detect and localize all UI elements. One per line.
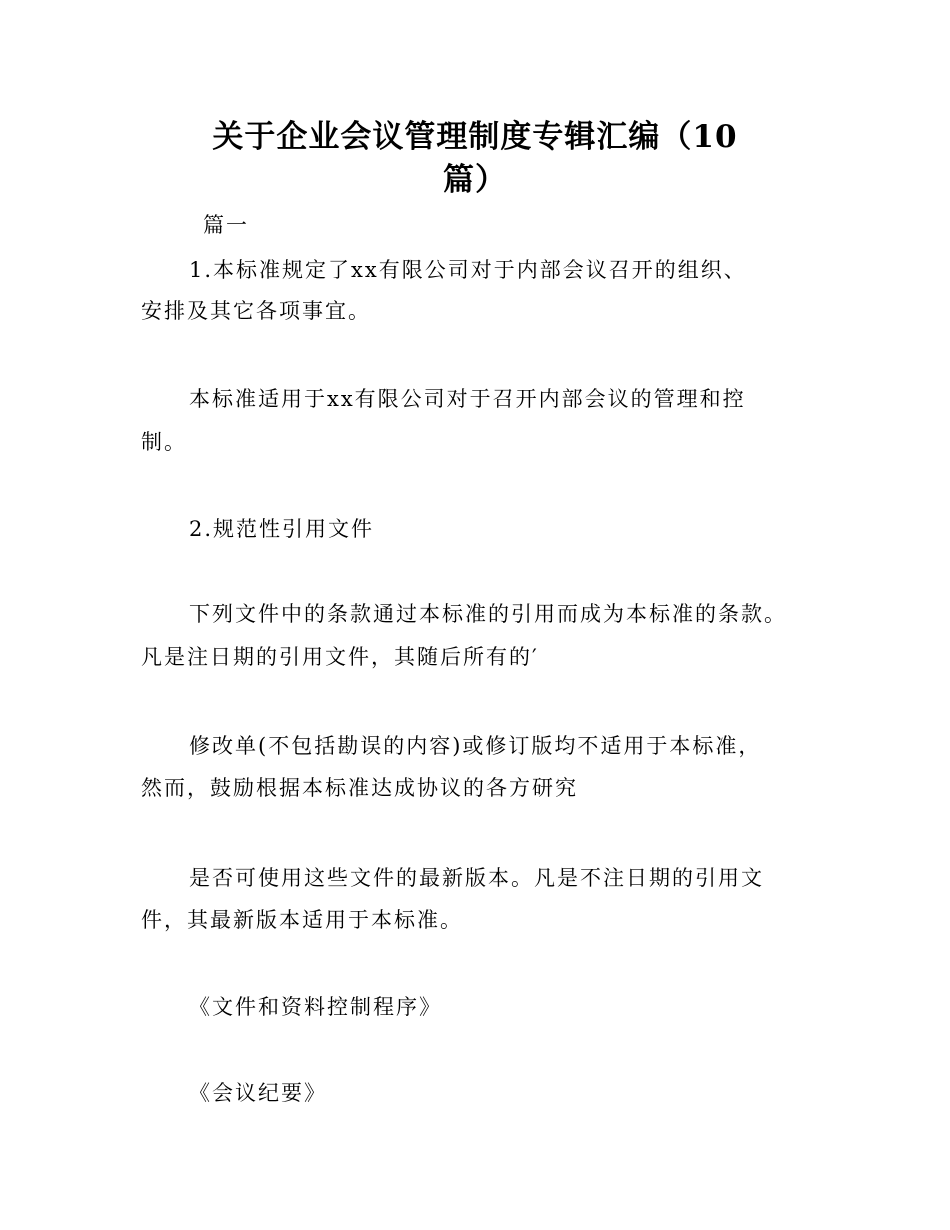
paragraph-line: 《会议纪要》 [189,1081,327,1105]
paragraph-line: 制。 [141,430,187,454]
paragraph-line: 然而，鼓励根据本标准达成协议的各方研究 [141,776,578,800]
paragraph-reference-minutes [141,1076,821,1110]
document-title-line-1: 关于企业会议管理制度专辑汇编（10 [212,119,738,155]
paragraph-normative-heading [141,512,821,546]
paragraph-clauses [141,597,821,674]
paragraph-line: 本标准适用于xx有限公司对于召开内部会议的管理和控 [189,387,746,411]
paragraph-line: 2.规范性引用文件 [189,517,375,541]
paragraph-latest-version [141,861,821,937]
paragraph-line: 安排及其它各项事宜。 [141,299,371,323]
section-label: 篇一 [203,213,249,237]
paragraph-line: 是否可使用这些文件的最新版本。凡是不注日期的引用文 [189,866,764,890]
paragraph-line: 凡是注日期的引用文件，其随后所有的′ [141,645,539,669]
paragraph-line: 修改单(不包括勘误的内容)或修订版均不适用于本标准， [189,734,762,758]
paragraph-amendments [141,729,821,805]
paragraph-scope [141,253,821,328]
paragraph-line: 件，其最新版本适用于本标准。 [141,908,463,932]
paragraph-reference-doc-control [141,990,821,1024]
paragraph-line: 1.本标准规定了xx有限公司对于内部会议召开的组织、 [189,258,747,282]
document-title-line-2: 篇） [443,162,507,198]
paragraph-line: 《文件和资料控制程序》 [189,995,442,1019]
paragraph-applicability [141,382,821,459]
paragraph-line: 下列文件中的条款通过本标准的引用而成为本标准的条款。 [189,602,787,626]
